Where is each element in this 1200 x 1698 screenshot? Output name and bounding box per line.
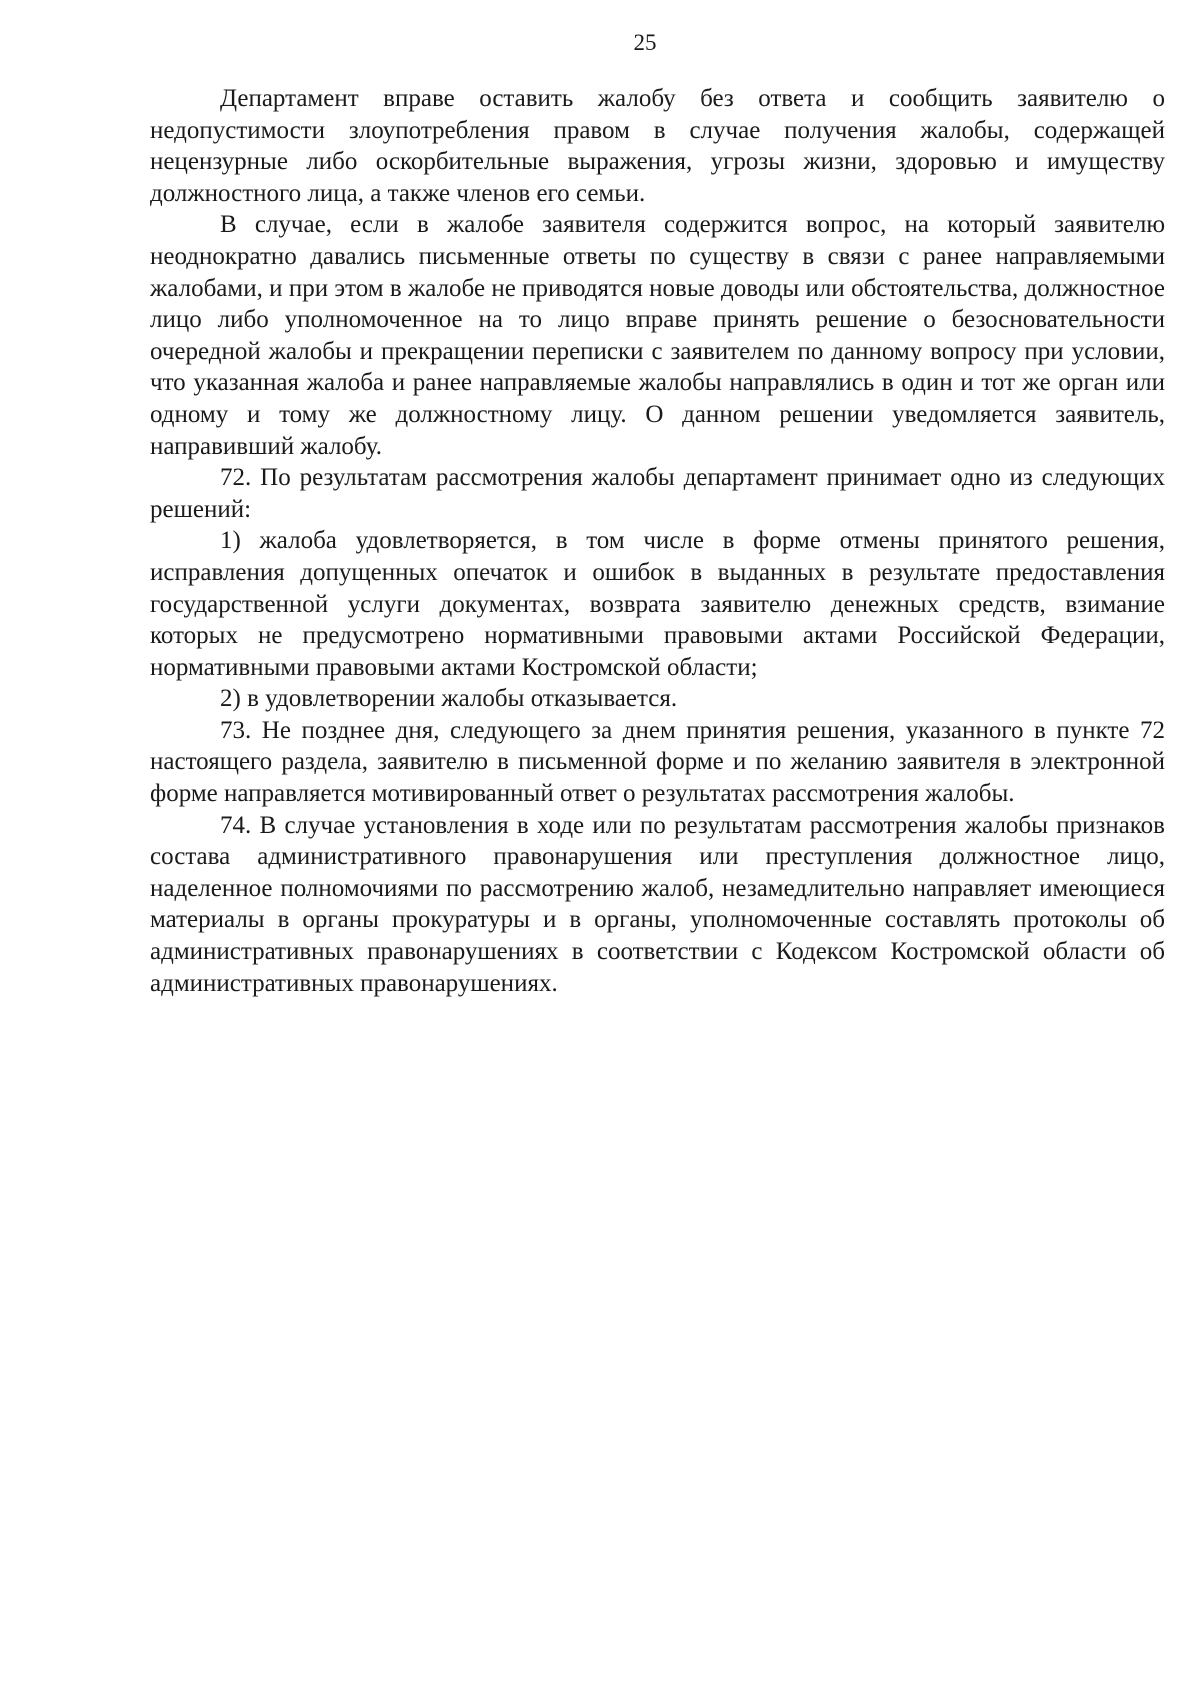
- paragraph-73: 73. Не позднее дня, следующего за днем принятия решения, указанного в пункте 72 настоящего раздела, заявителю в письменной форме и по желанию заявителя в электронной форме направляется мотивированный ответ о результатах рассмотрения жалобы.: [150, 716, 1165, 808]
- paragraph-74: 74. В случае установления в ходе или по результатам рассмотрения жалобы признаков состава административного правонарушения или преступления должностное лицо, наделенное полномочиями по рассмотрению жалоб, незамедлительно направляет имеющиеся материалы в органы прокуратуры и в органы, уполномоченные составлять протоколы об административных правонарушениях в соответствии с Кодексом Костромской области об административных правонарушениях.: [150, 811, 1165, 997]
- list-item-1: 1) жалоба удовлетворяется, в том числе в форме отмены принятого решения, исправления допущенных опечаток и ошибок в выданных в результате предоставления государственной услуги документах, возврата заявителю денежных средств, взимание которых не предусмотрено нормативными правовыми актами Российской Федерации, нормативными правовыми актами Костромской области;: [150, 527, 1165, 681]
- list-item-2: 2) в удовлетворении жалобы отказывается.: [220, 685, 678, 713]
- document-body: [150, 83, 1165, 999]
- paragraph-refusal-abuse: Департамент вправе оставить жалобу без ответа и сообщить заявителю о недопустимости злоупотребления правом в случае получения жалобы, содержащей нецензурные либо оскорбительные выражения, угрозы жизни, здоровью и имуществу должностного лица, а также членов его семьи.: [150, 85, 1165, 207]
- page-number: 25: [633, 30, 657, 55]
- paragraph-72: 72. По результатам рассмотрения жалобы департамент принимает одно из следующих решений:: [150, 464, 1165, 523]
- paragraph-repeated-complaint: В случае, если в жалобе заявителя содержится вопрос, на который заявителю неоднократно давались письменные ответы по существу в связи с ранее направляемыми жалобами, и при этом в жалобе не приводятся новые доводы или обстоятельства, должностное лицо либо уполномоченное на то лицо вправе принять решение о безосновательности очередной жалобы и прекращении переписки с заявителем по данному вопросу при условии, что указанная жалоба и ранее направляемые жалобы направлялись в один и тот же орган или одному и тому же должностному лицу. О данном решении уведомляется заявитель, направивший жалобу.: [150, 211, 1165, 460]
